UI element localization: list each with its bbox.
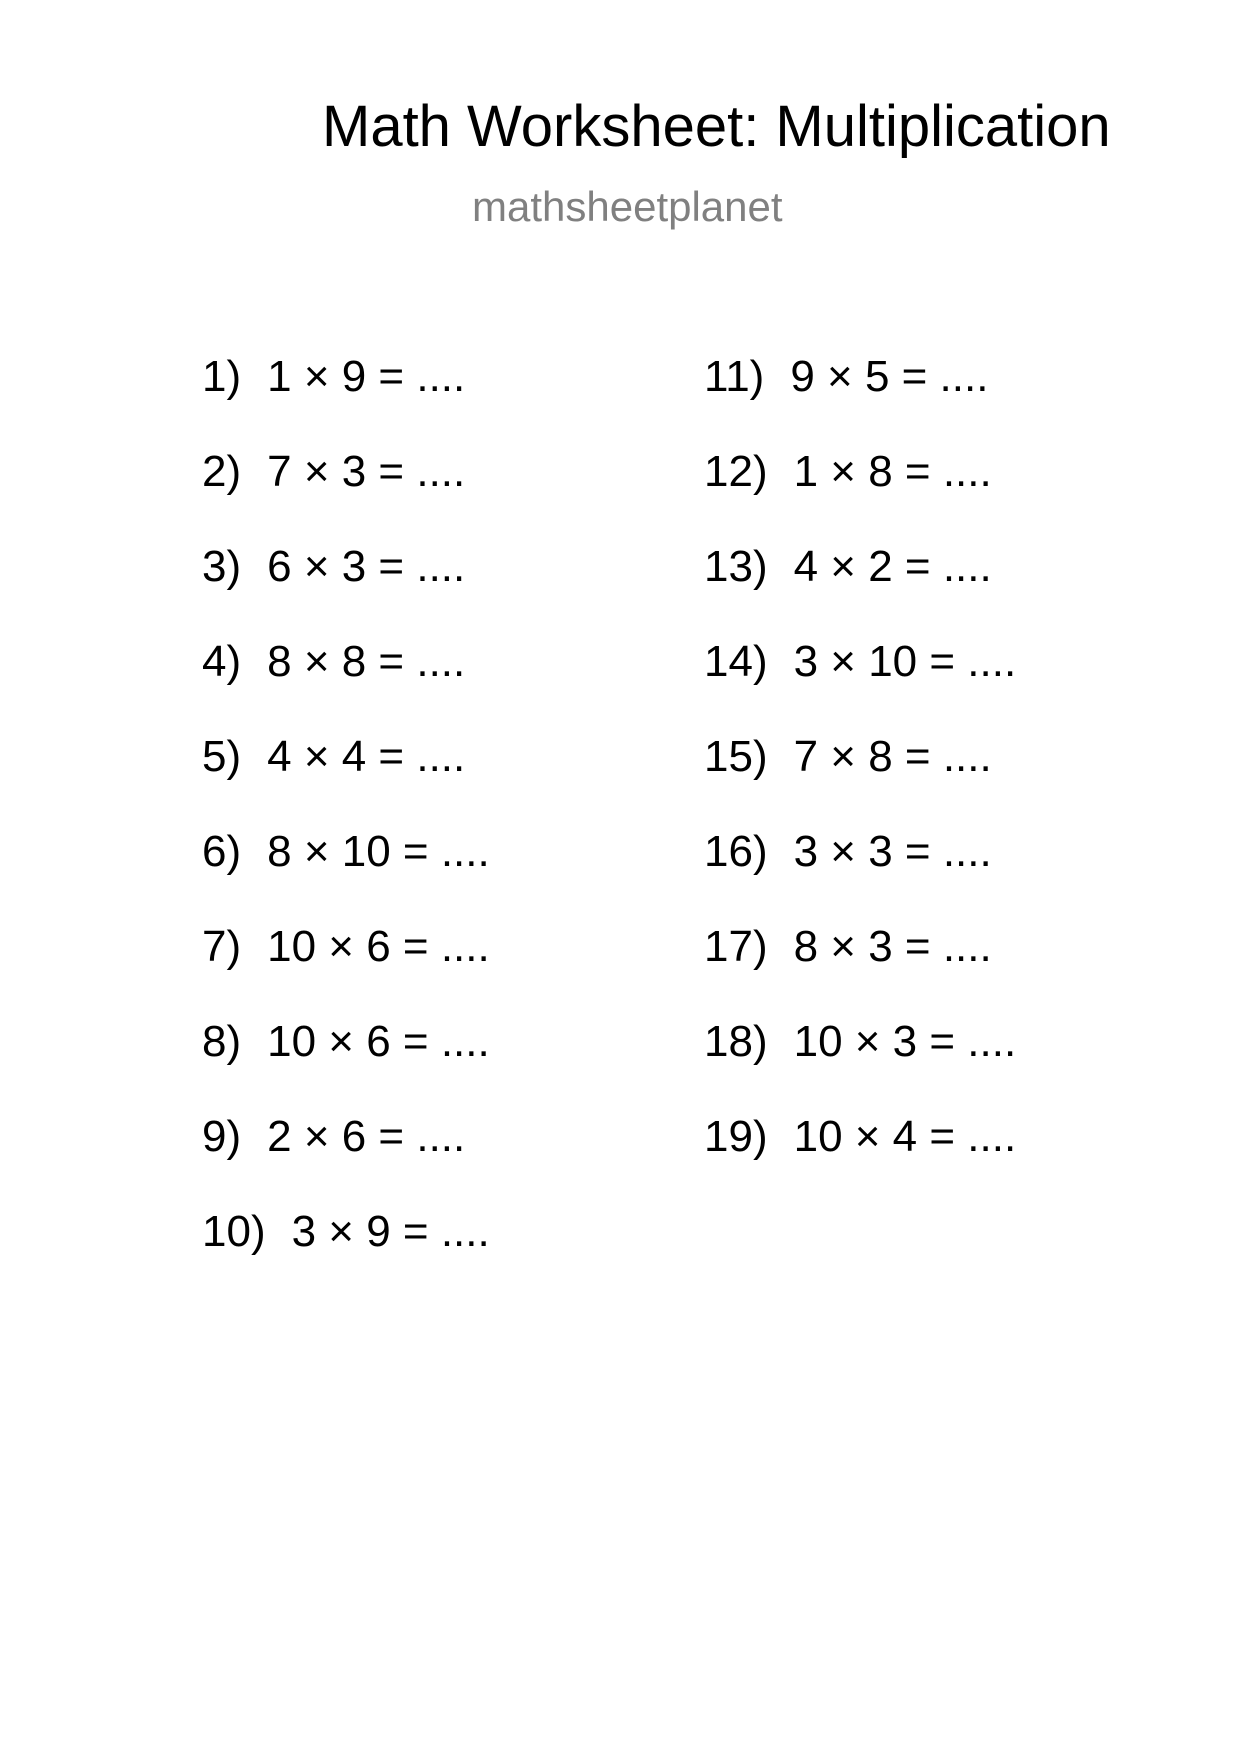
- problem-item: [704, 1017, 1017, 1115]
- problem-item: [202, 1017, 490, 1115]
- problem-expression: 6 × 3 = ....: [267, 542, 466, 591]
- problem-number: 19): [704, 1112, 768, 1161]
- problem-number: 14): [704, 637, 768, 686]
- problem-number: 18): [704, 1017, 768, 1066]
- worksheet-source: mathsheetplanet: [472, 183, 783, 230]
- problem-item: [202, 1207, 490, 1305]
- problem-number: 8): [202, 1017, 242, 1066]
- problem-number: 3): [202, 542, 242, 591]
- problem-item: [704, 827, 1016, 925]
- problem-expression: 2 × 6 = ....: [267, 1112, 466, 1161]
- problem-item: [704, 447, 1016, 545]
- problem-number: 11): [704, 352, 765, 401]
- problem-item: [704, 922, 1016, 1020]
- problem-number: 16): [704, 827, 768, 876]
- problem-expression: 10 × 4 = ....: [793, 1112, 1017, 1161]
- problem-item: [202, 447, 490, 545]
- problem-item: [202, 732, 490, 830]
- problem-number: 2): [202, 447, 242, 496]
- problem-expression: 7 × 8 = ....: [793, 732, 992, 781]
- problem-number: 15): [704, 732, 768, 781]
- problem-expression: 10 × 6 = ....: [267, 922, 490, 971]
- problem-item: [202, 827, 490, 925]
- problem-expression: 1 × 8 = ....: [793, 447, 992, 496]
- problem-item: [202, 922, 490, 1020]
- problem-column-right: [704, 352, 1017, 1210]
- problem-expression: 4 × 4 = ....: [267, 732, 466, 781]
- problem-expression: 10 × 3 = ....: [793, 1017, 1017, 1066]
- problem-item: [202, 352, 490, 450]
- problem-expression: 8 × 8 = ....: [267, 637, 466, 686]
- problem-number: 12): [704, 447, 768, 496]
- problem-expression: 4 × 2 = ....: [793, 542, 992, 591]
- problem-number: 1): [202, 352, 242, 401]
- problem-expression: 3 × 3 = ....: [793, 827, 992, 876]
- problem-expression: 10 × 6 = ....: [267, 1017, 490, 1066]
- problem-number: 10): [202, 1207, 266, 1256]
- problem-item: [704, 1112, 1017, 1210]
- problem-expression: 3 × 9 = ....: [291, 1207, 490, 1256]
- problem-number: 5): [202, 732, 242, 781]
- problem-number: 9): [202, 1112, 242, 1161]
- problem-item: [202, 637, 490, 735]
- problem-item: [704, 352, 1016, 450]
- problem-expression: 9 × 5 = ....: [790, 352, 989, 401]
- problem-number: 13): [704, 542, 768, 591]
- problem-number: 6): [202, 827, 242, 876]
- problem-number: 17): [704, 922, 768, 971]
- problem-number: 7): [202, 922, 242, 971]
- problem-number: 4): [202, 637, 242, 686]
- problem-expression: 8 × 3 = ....: [793, 922, 992, 971]
- problem-expression: 3 × 10 = ....: [793, 637, 1017, 686]
- problem-item: [704, 637, 1017, 735]
- problem-item: [704, 732, 1016, 830]
- worksheet-title: Math Worksheet: Multiplication: [322, 94, 1111, 159]
- problem-item: [202, 542, 490, 640]
- problem-expression: 1 × 9 = ....: [267, 352, 466, 401]
- problem-item: [704, 542, 1016, 640]
- problem-item: [202, 1112, 490, 1210]
- problem-expression: 7 × 3 = ....: [267, 447, 466, 496]
- problem-column-left: [202, 352, 490, 1305]
- problem-expression: 8 × 10 = ....: [267, 827, 490, 876]
